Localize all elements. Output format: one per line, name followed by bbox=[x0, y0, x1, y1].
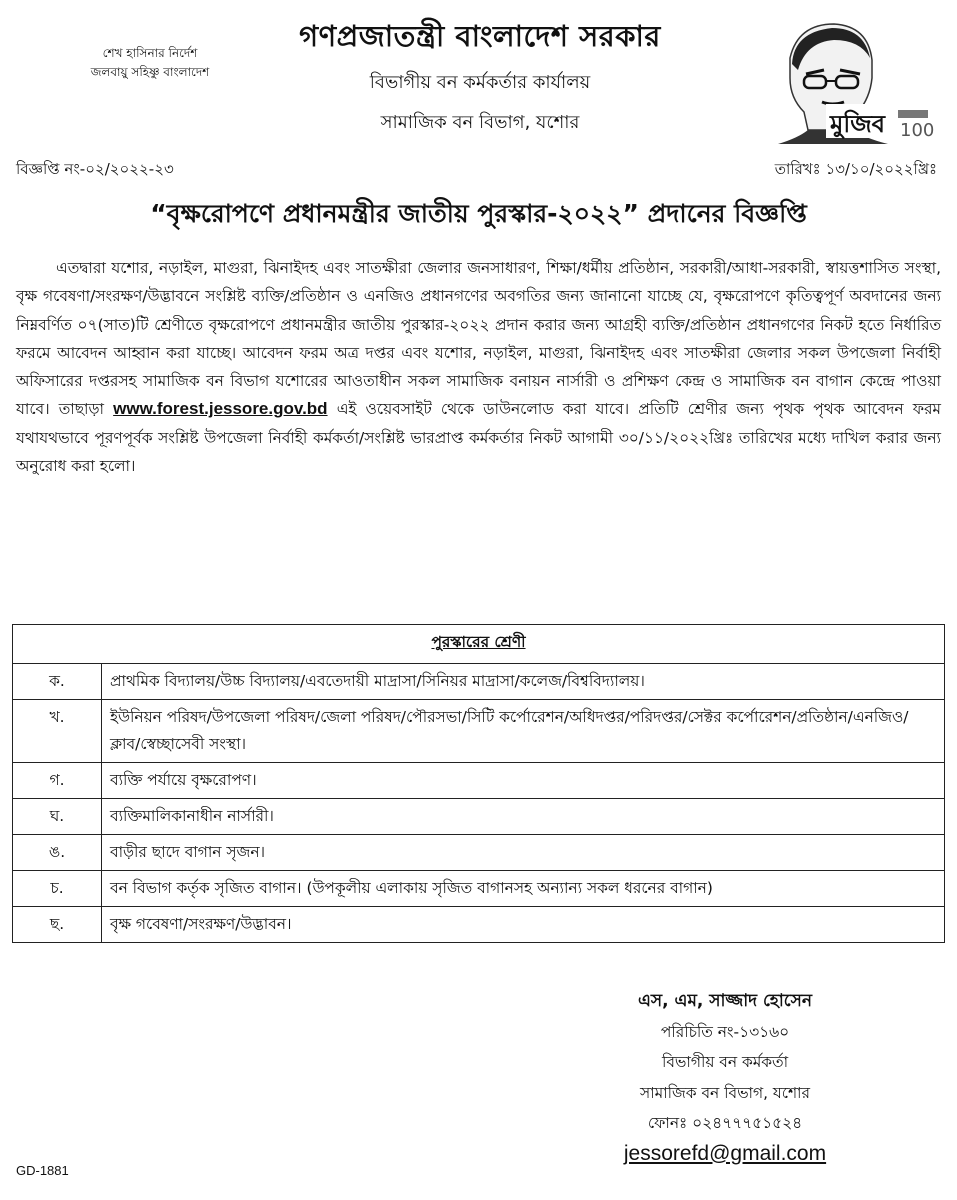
table-heading: পুরস্কারের শ্রেণী bbox=[13, 625, 945, 664]
category-code: চ. bbox=[13, 871, 102, 907]
notice-body bbox=[16, 254, 941, 480]
notice-date: তারিখঃ ১৩/১০/২০২২খ্রিঃ bbox=[774, 160, 937, 178]
table-row bbox=[13, 907, 945, 943]
signatory-id: পরিচিতি নং-১৩১৬০ bbox=[660, 1022, 790, 1041]
logo-mujib-text: মুজিব bbox=[830, 110, 886, 138]
signatory-email[interactable]: jessorefd@gmail.com bbox=[623, 1141, 827, 1165]
website-link[interactable]: www.forest.jessore.gov.bd bbox=[113, 399, 328, 419]
category-code: ছ. bbox=[13, 907, 102, 943]
signatory-phone: ফোনঃ ০২৪৭৭৭৫১৫২৪ bbox=[647, 1114, 803, 1132]
table-row bbox=[13, 871, 945, 907]
signature-block bbox=[560, 986, 890, 1169]
gd-code: GD-1881 bbox=[16, 1163, 69, 1178]
government-title: গণপ্রজাতন্ত্রী বাংলাদেশ সরকার bbox=[299, 19, 661, 53]
category-text: ব্যক্তিমালিকানাধীন নার্সারী। bbox=[102, 799, 945, 835]
table-row bbox=[13, 763, 945, 799]
body-part-2: এই ওয়েবসাইট থেকে ডাউনলোড করা যাবে। প্রতিটি শ্রেণীর জন্য পৃথক পৃথক আবেদন ফরম যথাযথভাবে পূরণপূর্বক সংশ্লিষ্ট উপজেলা নির্বাহী কর্মকর্তা/সংশ্লিষ্ট ভারপ্রাপ্ত কর্মকর্তার নিকট আগামী ৩০/১১/২০২২খ্রিঃ তারিখের মধ্যে দাখিল করার জন্য অনুরোধ করা হলো। bbox=[16, 400, 941, 476]
table-row bbox=[13, 835, 945, 871]
slogan-line-1: শেখ হাসিনার নির্দেশ bbox=[102, 46, 198, 60]
table-row bbox=[13, 700, 945, 763]
slogan-line-2: জলবায়ু সহিষ্ণু বাংলাদেশ bbox=[90, 65, 210, 79]
table-row bbox=[13, 664, 945, 700]
division-name: সামাজিক বন বিভাগ, যশোর bbox=[380, 112, 580, 133]
category-code: ঙ. bbox=[13, 835, 102, 871]
category-text: বন বিভাগ কর্তৃক সৃজিত বাগান। (উপকূলীয় এলাকায় সৃজিত বাগানসহ অন্যান্য সকল ধরনের বাগান) bbox=[102, 871, 945, 907]
mujib-100-logo bbox=[768, 18, 938, 146]
office-name: বিভাগীয় বন কর্মকর্তার কার্যালয় bbox=[369, 72, 591, 93]
signatory-name: এস, এম, সাজ্জাদ হোসেন bbox=[637, 991, 813, 1011]
category-code: গ. bbox=[13, 763, 102, 799]
category-text: ইউনিয়ন পরিষদ/উপজেলা পরিষদ/জেলা পরিষদ/পৌরসভা/সিটি কর্পোরেশন/অধিদপ্তর/পরিদপ্তর/সেক্টর কর্পোরেশন/প্রতিষ্ঠান/এনজিও/ক্লাব/স্বেচ্ছাসেবী সংস্থা। bbox=[102, 700, 945, 763]
table-row bbox=[13, 799, 945, 835]
memo-number: বিজ্ঞপ্তি নং-০২/২০২২-২৩ bbox=[16, 160, 174, 178]
category-code: ক. bbox=[13, 664, 102, 700]
category-text: ব্যক্তি পর্যায়ে বৃক্ষরোপণ। bbox=[102, 763, 945, 799]
portrait-logo-icon bbox=[768, 18, 938, 146]
body-part-1: এতদ্বারা যশোর, নড়াইল, মাগুরা, ঝিনাইদহ এবং সাতক্ষীরা জেলার জনসাধারণ, শিক্ষা/ধর্মীয় প্রতিষ্ঠান, সরকারী/আধা-সরকারী, স্বায়ত্তশাসিত সংস্থা, বৃক্ষ গবেষণা/সংরক্ষণ/উদ্ভাবনে সংশ্লিষ্ট ব্যক্তি/প্রতিষ্ঠান ও এনজিও প্রধানগণের অবগতির জন্য জানানো যাচ্ছে যে, বৃক্ষরোপণে কৃতিত্বপূর্ণ অবদানের জন্য নিম্নবর্ণিত ০৭(সাত)টি শ্রেণীতে বৃক্ষরোপণে প্রধানমন্ত্রীর জাতীয় পুরস্কার-২০২২ প্রদান করার জন্য আগ্রহী ব্যক্তি/প্রতিষ্ঠান প্রধানগণের নিকট হতে নির্ধারিত ফরমে আবেদন আহ্বান করা যাচ্ছে। আবেদন ফরম অত্র দপ্তর এবং যশোর, নড়াইল, মাগুরা, ঝিনাইদহ এবং সাতক্ষীরা জেলার সকল উপজেলা নির্বাহী অফিসারের দপ্তরসহ সামাজিক বন বিভাগ যশোরের আওতাধীন সকল সামাজিক বনায়ন নার্সারী ও প্রশিক্ষণ কেন্দ্র ও সামাজিক বন বাগান কেন্দ্রে পাওয়া যাবে। তাছাড়া bbox=[16, 259, 941, 419]
category-text: বাড়ীর ছাদে বাগান সৃজন। bbox=[102, 835, 945, 871]
signatory-designation: বিভাগীয় বন কর্মকর্তা bbox=[661, 1053, 789, 1071]
award-categories-table bbox=[12, 624, 945, 943]
signatory-office: সামাজিক বন বিভাগ, যশোর bbox=[640, 1083, 810, 1102]
notice-headline: “বৃক্ষরোপণে প্রধানমন্ত্রীর জাতীয় পুরস্কার-২০২২” প্রদানের বিজ্ঞপ্তি bbox=[150, 199, 807, 228]
category-text: বৃক্ষ গবেষণা/সংরক্ষণ/উদ্ভাবন। bbox=[102, 907, 945, 943]
category-code: খ. bbox=[13, 700, 102, 763]
category-code: ঘ. bbox=[13, 799, 102, 835]
category-text: প্রাথমিক বিদ্যালয়/উচ্চ বিদ্যালয়/এবতেদায়ী মাদ্রাসা/সিনিয়র মাদ্রাসা/কলেজ/বিশ্ববিদ্যালয়। bbox=[102, 664, 945, 700]
logo-number-text: 100 bbox=[900, 120, 935, 141]
